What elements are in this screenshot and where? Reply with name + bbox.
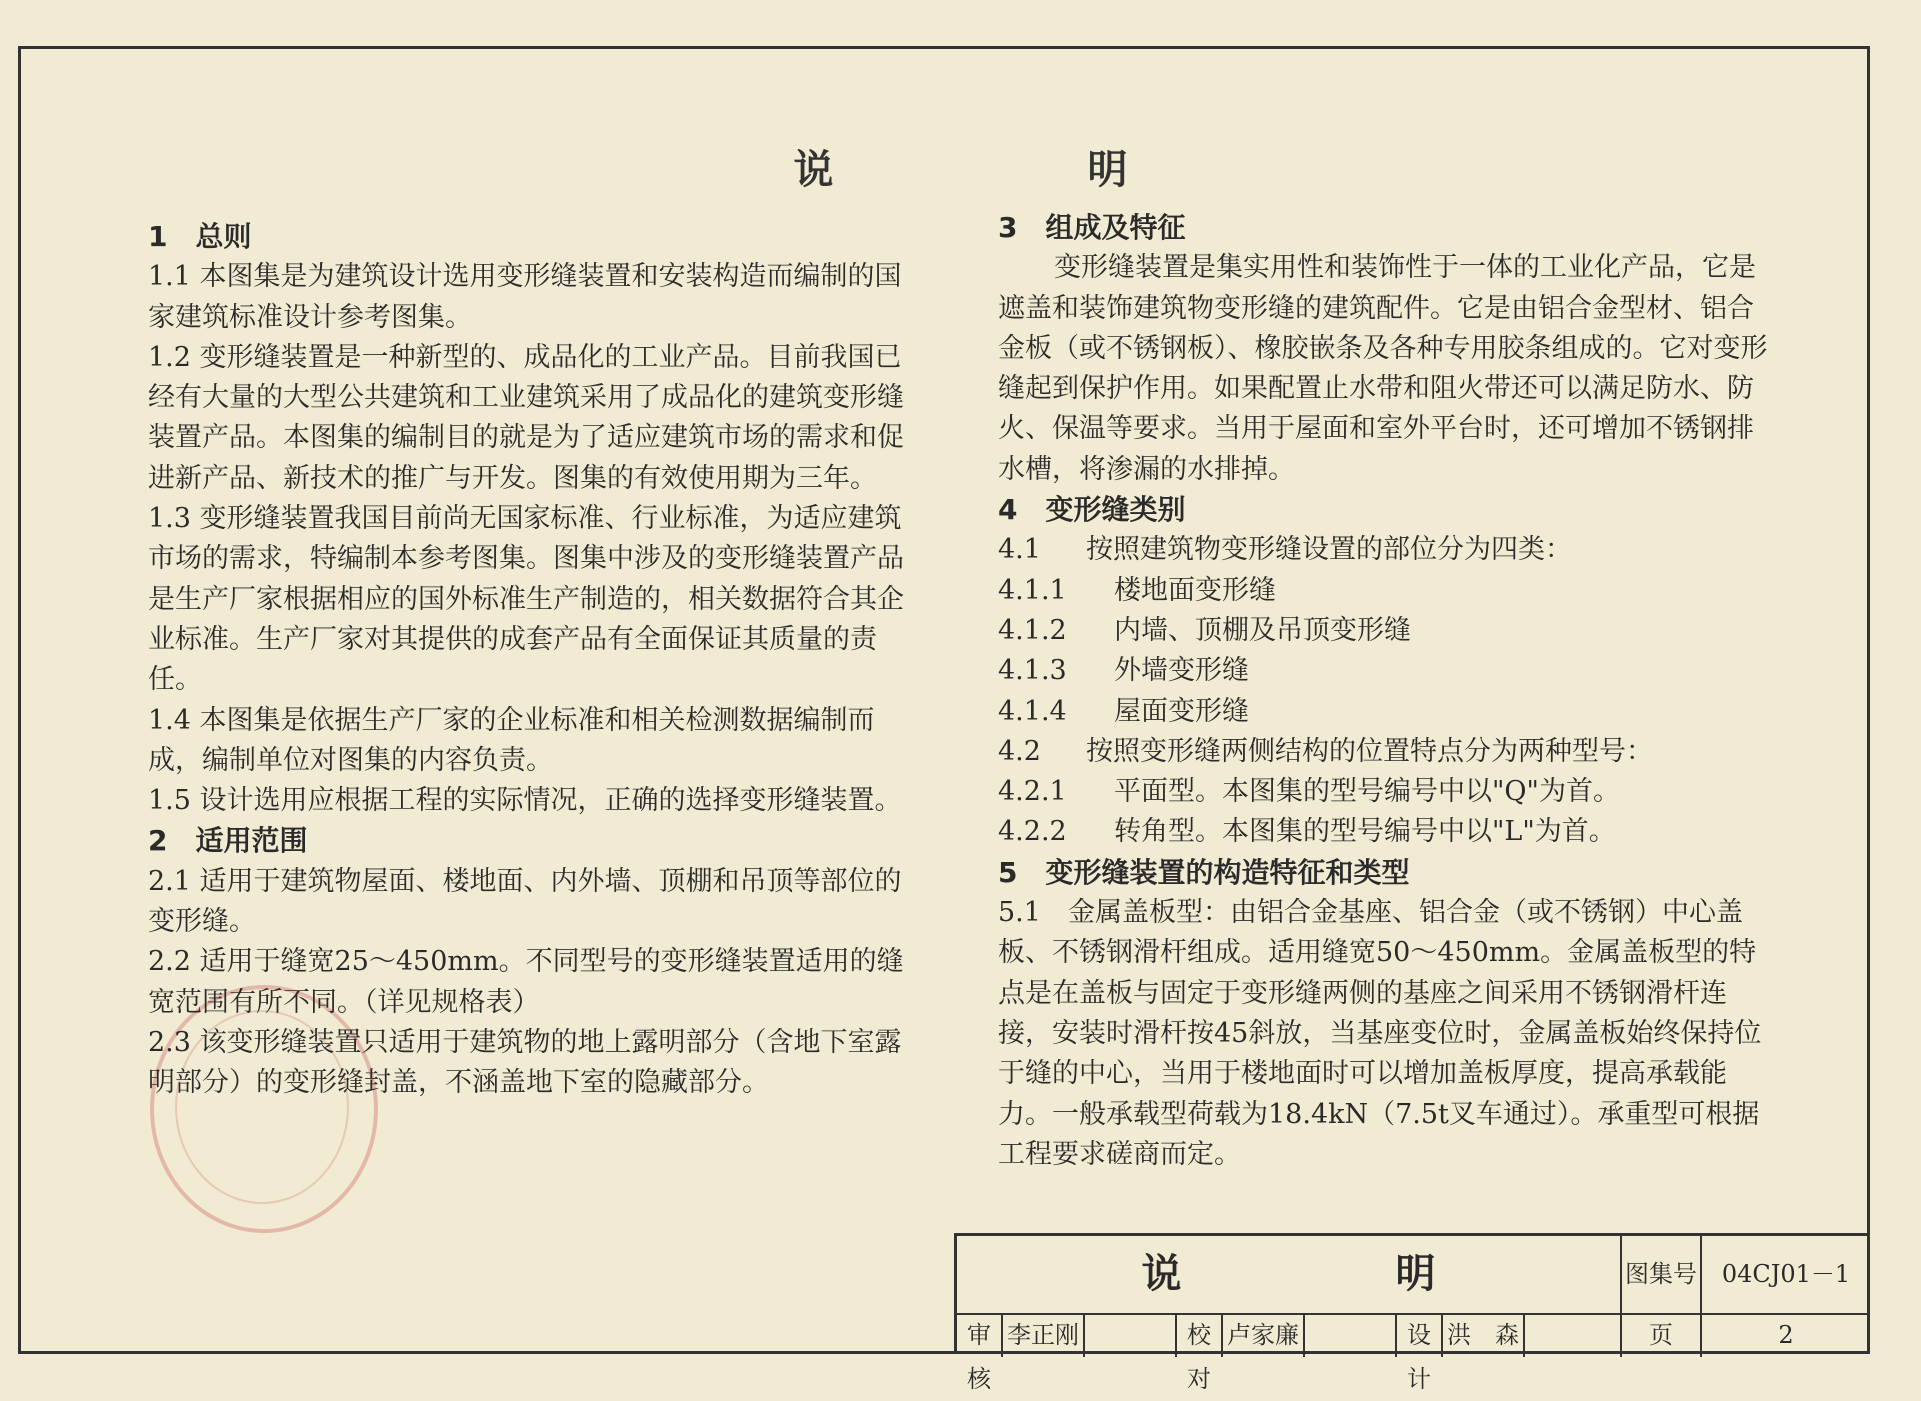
paragraph-2-2: 2.2 适用于缝宽25～450mm。不同型号的变形缝装置适用的缝宽范围有所不同。（详见规格表） bbox=[148, 946, 904, 1018]
item-text: 屋面变形缝 bbox=[1114, 695, 1249, 727]
item-number: 4.1 bbox=[998, 534, 1041, 566]
page-number: 2 bbox=[1778, 1321, 1794, 1349]
right-column bbox=[998, 208, 1778, 1175]
checker-name: 卢家廉 bbox=[1223, 1313, 1305, 1357]
reviewer-signature bbox=[1085, 1313, 1177, 1357]
item-number: 4.2.2 bbox=[998, 816, 1067, 848]
item-text: 转角型。本图集的型号编号中以"L"为首。 bbox=[1114, 816, 1616, 848]
item-number: 4.2.1 bbox=[998, 776, 1067, 808]
section-heading-5: 5 变形缝装置的构造特征和类型 bbox=[998, 855, 1410, 889]
item-text: 楼地面变形缝 bbox=[1114, 574, 1276, 606]
item-text: 按照变形缝两侧结构的位置特点分为两种型号： bbox=[1086, 735, 1653, 767]
section-heading-3: 3 组成及特征 bbox=[998, 211, 1186, 244]
item-4-1-1 bbox=[998, 571, 1778, 611]
paragraph-1-4: 1.4 本图集是依据生产厂家的企业标准和相关检测数据编制而成，编制单位对图集的内容负责。 bbox=[148, 704, 875, 776]
item-text: 按照建筑物变形缝设置的部位分为四类： bbox=[1086, 534, 1572, 566]
paragraph-3: 变形缝装置是集实用性和装饰性于一体的工业化产品，它是遮盖和装饰建筑物变形缝的建筑配件。它是由铝合金型材、铝合金板（或不锈钢板）、橡胶嵌条及各种专用胶条组成的。它对变形缝起到保护作用。如果配置止水带和阻火带还可以满足防水、防火、保温等要求。当用于屋面和室外平台时，还可增加不锈钢排水槽，将渗漏的水排掉。 bbox=[998, 252, 1768, 485]
paragraph-1-5: 1.5 设计选用应根据工程的实际情况，正确的选择变形缝装置。 bbox=[148, 785, 902, 817]
item-text: 平面型。本图集的型号编号中以"Q"为首。 bbox=[1114, 776, 1620, 808]
paragraph-5-1: 5.1 金属盖板型：由铝合金基座、铝合金（或不锈钢）中心盖板、不锈钢滑杆组成。适用缝宽50～450mm。金属盖板型的特点是在盖板与固定于变形缝两侧的基座之间采用不锈钢滑杆连接，安装时滑杆按45斜放，当基座变位时，金属盖板始终保持位于缝的中心，当用于楼地面时可以增加盖板厚度，提高承载能力。一般承载型荷载为18.4kN（7.5t叉车通过）。承重型可根据工程要求磋商而定。 bbox=[998, 897, 1762, 1170]
item-4-1-3 bbox=[998, 651, 1778, 691]
item-text: 外墙变形缝 bbox=[1114, 655, 1249, 687]
page-label: 页 bbox=[1622, 1313, 1702, 1357]
paragraph-2-1: 2.1 适用于建筑物屋面、楼地面、内外墙、顶棚和吊顶等部位的变形缝。 bbox=[148, 865, 902, 938]
paragraph-1-1: 1.1 本图集是为建筑设计选用变形缝装置和安装构造而编制的国家建筑标准设计参考图集。 bbox=[148, 261, 902, 333]
checker-signature bbox=[1305, 1313, 1397, 1357]
item-number: 4.1.3 bbox=[998, 655, 1067, 687]
item-number: 4.1.2 bbox=[998, 614, 1067, 646]
item-4-2 bbox=[998, 732, 1778, 772]
title-block-row-2 bbox=[957, 1313, 1870, 1393]
check-label: 校对 bbox=[1177, 1313, 1223, 1357]
item-text: 内墙、顶棚及吊顶变形缝 bbox=[1114, 614, 1411, 646]
item-4-2-2 bbox=[998, 812, 1778, 852]
paragraph-1-3: 1.3 变形缝装置我国目前尚无国家标准、行业标准，为适应建筑市场的需求，特编制本参考图集。图集中涉及的变形缝装置产品是生产厂家根据相应的国外标准生产制造的，相关数据符合其企业标准。生产厂家对其提供的成套产品有全面保证其质量的责任。 bbox=[148, 503, 904, 696]
section-heading-2: 2 适用范围 bbox=[148, 824, 308, 858]
paragraph-1-2: 1.2 变形缝装置是一种新型的、成品化的工业产品。目前我国已经有大量的大型公共建筑和工业建筑采用了成品化的建筑变形缝装置产品。本图集的编制目的就是为了适应建筑市场的需求和促进新产品、新技术的推广与开发。图集的有效使用期为三年。 bbox=[148, 341, 904, 494]
item-4-2-1 bbox=[998, 772, 1778, 812]
title-block-title: 说 明 bbox=[957, 1236, 1622, 1313]
paragraph-2-3: 2.3 该变形缝装置只适用于建筑物的地上露明部分（含地下室露明部分）的变形缝封盖，不涵盖地下室的隐藏部分。 bbox=[148, 1026, 902, 1099]
item-4-1-2 bbox=[998, 611, 1778, 651]
section-heading-4: 4 变形缝类别 bbox=[998, 493, 1186, 527]
item-number: 4.1.4 bbox=[998, 695, 1067, 727]
designer-signature bbox=[1525, 1313, 1622, 1357]
page-title: 说 明 bbox=[793, 147, 1248, 193]
atlas-label: 图集号 bbox=[1622, 1236, 1702, 1313]
item-4-1 bbox=[998, 530, 1778, 570]
title-block-row-1 bbox=[957, 1236, 1870, 1315]
design-label: 设计 bbox=[1397, 1313, 1443, 1357]
title-block bbox=[954, 1233, 1870, 1393]
designer-name: 洪 森 bbox=[1443, 1313, 1525, 1357]
reviewer-name: 李正刚 bbox=[1003, 1313, 1085, 1357]
item-number: 4.2 bbox=[998, 735, 1041, 767]
atlas-number: 04CJ01－1 bbox=[1721, 1260, 1851, 1288]
item-4-1-4 bbox=[998, 692, 1778, 732]
review-label: 审核 bbox=[957, 1313, 1003, 1357]
left-column bbox=[148, 217, 908, 1104]
section-heading-1: 1 总则 bbox=[148, 220, 252, 253]
item-number: 4.1.1 bbox=[998, 574, 1067, 606]
